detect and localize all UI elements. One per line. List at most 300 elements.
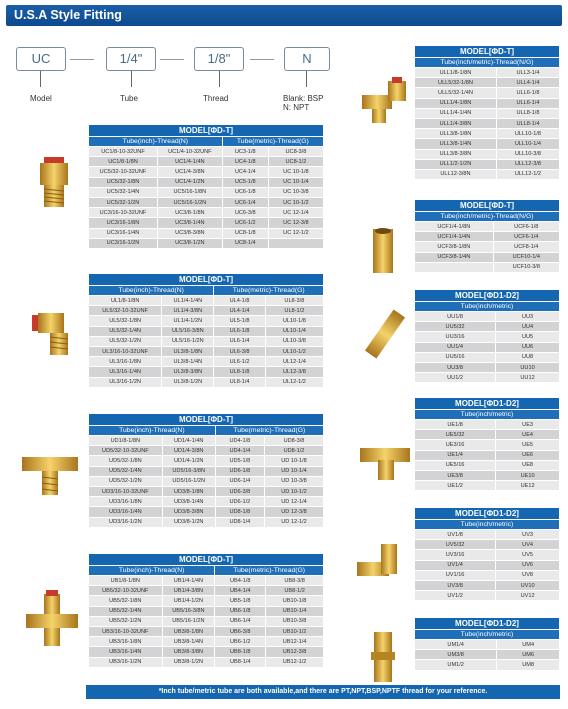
table-cell: UC 12-3/8 xyxy=(268,218,323,228)
table-row xyxy=(415,332,560,342)
table-row xyxy=(415,232,560,242)
table-cell: UL12-1/2 xyxy=(265,377,323,387)
table-row xyxy=(415,242,560,252)
label-blank-bsp: Blank: BSP xyxy=(283,94,324,103)
ull-header: Tube(inch/metric)-Thread(N/G) xyxy=(415,58,560,68)
table-cell: UD 10-1/4 xyxy=(265,466,324,476)
table-cell: ULL1/4-1/4N xyxy=(415,108,497,118)
table-cell: ULL8-1/4 xyxy=(496,118,559,128)
table-row xyxy=(415,362,560,372)
um-header: Tube(inch/metric) xyxy=(415,630,560,640)
table-cell: UL12-3/8 xyxy=(265,367,323,377)
table-cell: UD 10-1/8 xyxy=(265,456,324,466)
table-cell: UB3/8-1/4N xyxy=(162,637,215,647)
table-row xyxy=(415,560,560,570)
table-row xyxy=(89,336,324,346)
table-cell: UE5/32 xyxy=(415,430,496,440)
table-cell: UD5/16-3/8N xyxy=(162,466,215,476)
table-cell: UB5-1/8 xyxy=(215,596,266,606)
code-model-box: UC xyxy=(16,47,66,71)
table-row xyxy=(89,517,324,527)
table-cell: ULL1/2-1/2N xyxy=(415,159,497,169)
code-pointer xyxy=(131,71,132,87)
table-row xyxy=(415,88,560,98)
ul-table-title: MODEL[ΦD-T] xyxy=(89,274,324,286)
table-cell: UC 10-1/4 xyxy=(268,177,323,187)
table-cell: UM1/2 xyxy=(415,660,497,670)
table-cell: UL5/32-1/2N xyxy=(89,336,162,346)
table-cell: UL5/32-1/4N xyxy=(89,326,162,336)
table-cell: UL5/16-1/2N xyxy=(162,336,214,346)
ue-fitting-image xyxy=(358,432,413,482)
table-cell: UC6-3/8 xyxy=(222,208,268,218)
table-cell: UV1/4 xyxy=(415,560,496,570)
table-cell: UB3/16-1/8N xyxy=(89,637,163,647)
table-cell: ULL1/8-1/8N xyxy=(415,68,497,78)
table-cell: UU8 xyxy=(496,352,560,362)
table-row xyxy=(415,98,560,108)
label-npt: N: NPT xyxy=(283,103,310,112)
table-cell: UV12 xyxy=(496,591,560,601)
label-model: Model xyxy=(30,94,52,103)
table-row xyxy=(89,326,324,336)
table-row xyxy=(415,470,560,480)
table-cell: UC5-1/8 xyxy=(222,177,268,187)
table-row xyxy=(415,420,560,430)
table-cell: UD4-1/4 xyxy=(215,446,264,456)
table-cell: UB5/16-3/8N xyxy=(162,606,215,616)
table-cell: UC5/32-1/2N xyxy=(89,197,158,207)
table-cell: UD6-1/8 xyxy=(215,466,264,476)
uv-fitting-image xyxy=(353,540,408,592)
ue-header: Tube(inch/metric) xyxy=(415,410,560,420)
table-row xyxy=(89,576,324,586)
table-cell: UL10-1/8 xyxy=(265,316,323,326)
table-cell: UL3/16-1/2N xyxy=(89,377,162,387)
ull-table-title: MODEL[ΦD-T] xyxy=(415,46,560,58)
uc-fitting-image xyxy=(28,155,80,211)
table-cell: UCF10-1/4 xyxy=(493,252,559,262)
table-cell: UC5/16-1/2N xyxy=(158,197,223,207)
table-cell: UL4-1/4 xyxy=(214,306,265,316)
um-model-table xyxy=(414,617,560,671)
table-cell: UL1/8-1/8N xyxy=(89,296,162,306)
ull-fitting-image xyxy=(358,75,413,127)
table-row xyxy=(415,118,560,128)
table-cell: ULL12-1/2 xyxy=(496,169,559,179)
table-cell: UC 10-1/8 xyxy=(268,167,323,177)
ucf-fitting-image xyxy=(363,225,403,277)
code-dash xyxy=(250,59,274,60)
table-cell: UB4-1/4 xyxy=(215,586,266,596)
table-cell: UC6-1/8 xyxy=(222,187,268,197)
table-row xyxy=(415,159,560,169)
uu-header: Tube(inch/metric) xyxy=(415,302,560,312)
table-row xyxy=(415,580,560,590)
label-tube: Tube xyxy=(120,94,138,103)
table-cell: UE1/2 xyxy=(415,481,496,491)
page-title: U.S.A Style Fitting xyxy=(14,8,122,22)
code-type-box: N xyxy=(284,47,330,71)
ucf-table-title: MODEL[ΦD-T] xyxy=(415,200,560,212)
table-cell: UC5/16-1/8N xyxy=(158,187,223,197)
table-cell: UB8-3/8 xyxy=(266,576,324,586)
table-row xyxy=(89,456,324,466)
table-row xyxy=(89,446,324,456)
ull-model-table xyxy=(414,45,560,180)
table-cell: UB5/32-1/2N xyxy=(89,616,163,626)
table-cell: UB12-1/4 xyxy=(266,637,324,647)
table-cell: UL3/8-1/4N xyxy=(162,357,214,367)
table-cell: UV8 xyxy=(496,570,560,580)
table-row xyxy=(89,476,324,486)
table-cell: UD1/8-1/8N xyxy=(89,436,163,446)
table-row xyxy=(89,197,324,207)
code-dash xyxy=(160,59,184,60)
table-cell: ULL10-1/8 xyxy=(496,129,559,139)
table-row xyxy=(415,373,560,383)
table-cell: UU6 xyxy=(496,342,560,352)
table-cell: UE8 xyxy=(496,460,560,470)
table-cell: UC3/16-1/4N xyxy=(89,228,158,238)
ul-header-metric: Tube(metric)-Thread(G) xyxy=(214,286,324,296)
table-cell: UCF10-3/8 xyxy=(493,262,559,272)
table-cell: UD 10-1/2 xyxy=(265,486,324,496)
table-cell: UL1/4-1/2N xyxy=(162,316,214,326)
table-cell: UC3/16-1/8N xyxy=(89,218,158,228)
code-pointer xyxy=(219,71,220,87)
table-cell: UL12-1/4 xyxy=(265,357,323,367)
table-cell: UC 12-1/2 xyxy=(268,228,323,238)
table-cell: UC3/8-1/4N xyxy=(158,218,223,228)
table-cell: UCF1/4-1/8N xyxy=(415,222,494,232)
table-row xyxy=(89,357,324,367)
table-row xyxy=(89,218,324,228)
table-cell: UL6-1/8 xyxy=(214,326,265,336)
uu-table-title: MODEL[ΦD1-D2] xyxy=(415,290,560,302)
table-row xyxy=(415,342,560,352)
table-cell: UB10-1/4 xyxy=(266,606,324,616)
table-cell: UV1/8 xyxy=(415,530,496,540)
table-cell: UB8-1/2 xyxy=(266,586,324,596)
table-cell: UE5/16 xyxy=(415,460,496,470)
table-cell: ULL12-3/8N xyxy=(415,169,497,179)
table-cell: UM3/8 xyxy=(415,650,497,660)
table-cell: UC3-1/8 xyxy=(222,147,268,157)
table-row xyxy=(89,238,324,248)
table-cell: UC 12-1/4 xyxy=(268,208,323,218)
ue-table-title: MODEL[ΦD1-D2] xyxy=(415,398,560,410)
code-pointer xyxy=(40,71,41,87)
page-header xyxy=(6,5,562,26)
table-cell: ULL3/8-1/4N xyxy=(415,139,497,149)
table-cell: UD5/32-1/8N xyxy=(89,456,163,466)
table-cell: UB6-1/8 xyxy=(215,606,266,616)
table-cell: UB1/4-3/8N xyxy=(162,586,215,596)
table-cell: UE5 xyxy=(496,440,560,450)
table-cell: UD8-1/8 xyxy=(215,507,264,517)
table-cell: UD5/32-10-32UNF xyxy=(89,446,163,456)
table-cell: UB3/16-10-32UNF xyxy=(89,626,163,636)
uv-table-title: MODEL[ΦD1-D2] xyxy=(415,508,560,520)
table-row xyxy=(89,596,324,606)
table-cell: UB5/32-10-32UNF xyxy=(89,586,163,596)
table-row xyxy=(415,660,560,670)
table-row xyxy=(415,78,560,88)
table-cell: UD5-1/8 xyxy=(215,456,264,466)
table-cell: UE1/8 xyxy=(415,420,496,430)
table-row xyxy=(89,157,324,167)
table-cell: UE10 xyxy=(496,470,560,480)
table-cell: UL6-1/4 xyxy=(214,336,265,346)
table-cell: ULL8-1/8 xyxy=(496,108,559,118)
table-cell: UL4-1/8 xyxy=(214,296,265,306)
table-row xyxy=(415,139,560,149)
table-cell: UB3/16-1/2N xyxy=(89,657,163,667)
table-cell: UD6-3/8 xyxy=(215,486,264,496)
table-cell: UV1/16 xyxy=(415,570,496,580)
table-cell: UU5 xyxy=(496,332,560,342)
table-cell: UC8-1/2 xyxy=(268,157,323,167)
table-cell: UD3/8-1/2N xyxy=(162,517,215,527)
ub-model-table xyxy=(88,553,324,668)
table-cell: UL5/16-3/8N xyxy=(162,326,214,336)
table-cell: ULL10-3/8 xyxy=(496,149,559,159)
table-row xyxy=(415,540,560,550)
table-row xyxy=(89,167,324,177)
table-row xyxy=(89,187,324,197)
ud-fitting-image xyxy=(20,445,80,497)
table-row xyxy=(89,177,324,187)
table-cell: UE1/4 xyxy=(415,450,496,460)
table-cell: UV3/8 xyxy=(415,580,496,590)
table-cell: UC3/16-1/2N xyxy=(89,238,158,248)
table-cell: UD 10-3/8 xyxy=(265,476,324,486)
table-row xyxy=(89,296,324,306)
table-cell: UE6 xyxy=(496,450,560,460)
table-cell: UL3/16-1/8N xyxy=(89,357,162,367)
table-cell: ULL6-1/4 xyxy=(496,98,559,108)
table-cell: UD5/32-1/2N xyxy=(89,476,163,486)
table-cell: UL10-1/2 xyxy=(265,346,323,356)
table-cell: UC4-1/8 xyxy=(222,157,268,167)
table-cell: UD3/16-1/4N xyxy=(89,507,163,517)
table-row xyxy=(415,460,560,470)
table-row xyxy=(415,450,560,460)
table-cell: UU10 xyxy=(496,362,560,372)
table-cell: UB1/4-1/2N xyxy=(162,596,215,606)
table-cell: UU1/4 xyxy=(415,342,496,352)
table-row xyxy=(89,228,324,238)
table-cell: UD5/32-1/4N xyxy=(89,466,163,476)
ud-table-title: MODEL[ΦD-T] xyxy=(89,414,324,426)
table-cell: UB3/8-1/8N xyxy=(162,626,215,636)
table-cell: UC3/8-3/8N xyxy=(158,228,223,238)
table-cell: UL10-1/4 xyxy=(265,326,323,336)
table-cell: UB10-1/2 xyxy=(266,626,324,636)
table-cell: ULL4-1/4 xyxy=(496,78,559,88)
table-cell: UE3 xyxy=(496,420,560,430)
table-cell: UE4 xyxy=(496,430,560,440)
table-row xyxy=(415,252,560,262)
uv-header: Tube(inch/metric) xyxy=(415,520,560,530)
table-cell: UCF3/8-1/8N xyxy=(415,242,494,252)
table-cell: UU4 xyxy=(496,322,560,332)
table-row xyxy=(89,637,324,647)
table-cell: UL8-1/8 xyxy=(214,367,265,377)
table-cell: UU1/2 xyxy=(415,373,496,383)
uv-model-table xyxy=(414,507,560,601)
table-row xyxy=(89,626,324,636)
table-cell: UD1/4-1/2N xyxy=(162,456,215,466)
table-row xyxy=(89,367,324,377)
table-cell: UL1/4-3/8N xyxy=(162,306,214,316)
table-row xyxy=(89,486,324,496)
label-thread: Thread xyxy=(203,94,229,103)
table-cell: ULL6-1/8 xyxy=(496,88,559,98)
table-cell: UB5/32-1/8N xyxy=(89,596,163,606)
table-cell: UL1/4-1/4N xyxy=(162,296,214,306)
table-cell: UCF6-1/4 xyxy=(493,232,559,242)
code-tube-box: 1/4" xyxy=(106,47,156,71)
ud-model-table xyxy=(88,413,324,528)
table-cell: UL5-1/8 xyxy=(214,316,265,326)
table-cell: UD6-1/2 xyxy=(215,497,264,507)
table-cell: ULL5/32-1/4N xyxy=(415,88,497,98)
ud-header-metric: Tube(metric)-Thread(G) xyxy=(215,426,323,436)
code-pointer xyxy=(306,71,307,87)
table-row xyxy=(89,306,324,316)
table-cell: UD1/4-1/4N xyxy=(162,436,215,446)
table-cell: UC1/4-1/4N xyxy=(158,157,223,167)
table-cell: UC1/4-1/2N xyxy=(158,177,223,187)
table-cell: UU12 xyxy=(496,373,560,383)
um-fitting-image xyxy=(368,630,398,686)
table-cell: UB8-1/8 xyxy=(215,647,266,657)
table-cell: UC3/8-1/8N xyxy=(158,208,223,218)
code-thread-box: 1/8" xyxy=(194,47,244,71)
table-row xyxy=(89,316,324,326)
table-cell: UC6-1/4 xyxy=(222,197,268,207)
table-cell: UB6-1/2 xyxy=(215,637,266,647)
table-cell: UD4-1/8 xyxy=(215,436,264,446)
table-cell: ULL3/8-3/8N xyxy=(415,149,497,159)
table-cell: UB4-1/8 xyxy=(215,576,266,586)
table-cell: UD1/4-3/8N xyxy=(162,446,215,456)
table-cell: UD3/8-3/8N xyxy=(162,507,215,517)
table-cell: UB5/16-1/2N xyxy=(162,616,215,626)
table-cell: UL8-1/4 xyxy=(214,377,265,387)
table-cell: UC3/16-10-32UNF xyxy=(89,208,158,218)
table-cell: UC8-1/8 xyxy=(222,228,268,238)
table-cell: UL8-1/2 xyxy=(265,306,323,316)
table-cell: UC1/8-1/8N xyxy=(89,157,158,167)
table-row xyxy=(89,606,324,616)
table-cell: UD3/8-1/4N xyxy=(162,497,215,507)
table-cell: UV3/16 xyxy=(415,550,496,560)
ucf-model-table xyxy=(414,199,560,273)
table-row xyxy=(415,591,560,601)
table-row xyxy=(415,640,560,650)
table-cell: UM1/4 xyxy=(415,640,497,650)
table-cell: UB10-3/8 xyxy=(266,616,324,626)
ucf-header: Tube(inch/metric)-Thread(N/G) xyxy=(415,212,560,222)
table-cell: UD3/16-1/8N xyxy=(89,497,163,507)
table-cell: UCF1/4-1/4N xyxy=(415,232,494,242)
table-cell: UL8-3/8 xyxy=(265,296,323,306)
table-cell: UD3/8-1/8N xyxy=(162,486,215,496)
table-cell: UE12 xyxy=(496,481,560,491)
table-cell: UC1/8-10-32UNF xyxy=(89,147,158,157)
table-row xyxy=(89,346,324,356)
table-cell: UM8 xyxy=(497,660,560,670)
table-cell: UD 12-3/8 xyxy=(265,507,324,517)
table-cell: UU3 xyxy=(496,312,560,322)
table-cell: UB6-3/8 xyxy=(215,626,266,636)
table-row xyxy=(89,507,324,517)
table-row xyxy=(89,586,324,596)
table-row xyxy=(415,169,560,179)
table-cell: ULL5/32-1/8N xyxy=(415,78,497,88)
table-row xyxy=(415,650,560,660)
table-cell: UC 10-3/8 xyxy=(268,187,323,197)
table-cell: ULL12-3/8 xyxy=(496,159,559,169)
table-cell: UD6-1/4 xyxy=(215,476,264,486)
ul-header-inch: Tube(inch)-Thread(N) xyxy=(89,286,214,296)
table-cell: ULL3/8-1/8N xyxy=(415,129,497,139)
table-cell: UV1/2 xyxy=(415,591,496,601)
table-cell: UV6 xyxy=(496,560,560,570)
uc-model-table xyxy=(88,124,324,249)
ul-fitting-image xyxy=(28,305,83,360)
table-cell: UB1/8-1/8N xyxy=(89,576,163,586)
table-cell: UC8-3/8 xyxy=(268,147,323,157)
table-cell: UCF6-1/8 xyxy=(493,222,559,232)
table-cell: UC 10-1/2 xyxy=(268,197,323,207)
table-cell: UC1/4-3/8N xyxy=(158,167,223,177)
table-row xyxy=(415,530,560,540)
table-row xyxy=(415,440,560,450)
table-row xyxy=(415,550,560,560)
table-cell: UL6-1/2 xyxy=(214,357,265,367)
table-cell: UU5/32 xyxy=(415,322,496,332)
table-cell: UD 12-1/4 xyxy=(265,497,324,507)
table-row xyxy=(415,68,560,78)
ub-header-inch: Tube(inch)-Thread(N) xyxy=(89,566,215,576)
table-cell: UC3/8-1/2N xyxy=(158,238,223,248)
table-cell: UD3/16-1/2N xyxy=(89,517,163,527)
table-cell: UD5/16-1/2N xyxy=(162,476,215,486)
table-cell: UB12-1/2 xyxy=(266,657,324,667)
table-cell: UB12-3/8 xyxy=(266,647,324,657)
uu-fitting-image xyxy=(360,308,410,360)
table-cell: UC5/32-1/8N xyxy=(89,177,158,187)
table-cell: UD8-3/8 xyxy=(265,436,324,446)
uc-header-inch: Tube(inch)-Thread(N) xyxy=(89,137,223,147)
table-cell: UL3/8-1/8N xyxy=(162,346,214,356)
ue-model-table xyxy=(414,397,560,491)
ub-fitting-image xyxy=(22,590,82,648)
table-cell: UB5/32-1/4N xyxy=(89,606,163,616)
table-cell: UD3/16-10-32UNF xyxy=(89,486,163,496)
table-row xyxy=(415,430,560,440)
table-cell: UB3/16-1/4N xyxy=(89,647,163,657)
table-cell: ULL10-1/4 xyxy=(496,139,559,149)
table-cell: UC6-1/2 xyxy=(222,218,268,228)
table-cell: UD 12-1/2 xyxy=(265,517,324,527)
table-row xyxy=(89,616,324,626)
table-cell: UC1/4-10-32UNF xyxy=(158,147,223,157)
